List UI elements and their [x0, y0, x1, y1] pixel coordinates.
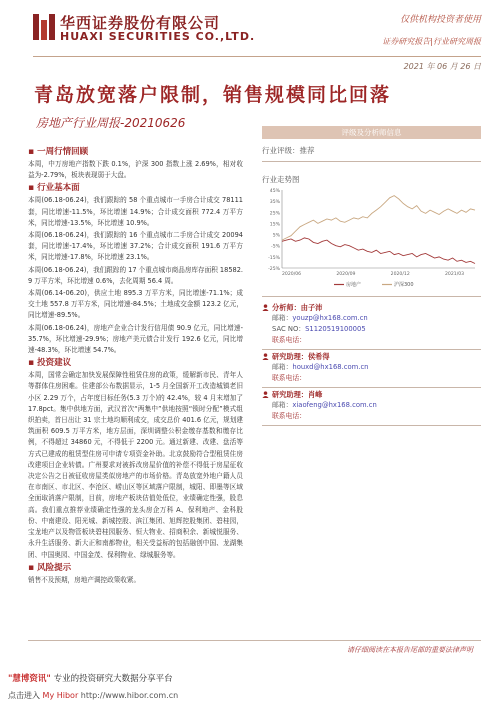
section-paragraph: 本周(06.14-06.20)，供应土地 895.3 万平方米，同比增速-71.1%；成交土地 557.8 万平方米，同比增速-84.5%；土地成交金额 123.2 亿元，同比增速-89.5%。 — [28, 289, 243, 320]
company-name-cn: 华西证券股份有限公司 — [60, 14, 221, 32]
analyst-email: 邮箱：xiaofeng@hx168.com.cn — [272, 401, 377, 409]
y-tick-label: 45% — [269, 189, 280, 194]
section-fundamentals — [28, 182, 243, 356]
analyst-name: 肖峰 — [307, 390, 323, 399]
industry-rating — [262, 145, 315, 156]
section-heading: ▪ 风险提示 — [28, 562, 243, 574]
section-heading: ▪ 一周行情回顾 — [28, 146, 243, 158]
analyst-divider — [262, 387, 481, 388]
analyst-block — [262, 303, 481, 350]
x-tick-label: 2020/12 — [390, 272, 410, 277]
analyst-sac: SAC NO：S1120519100005 — [272, 325, 366, 333]
rating-value: 推荐 — [299, 146, 315, 155]
analyst-role: 分析师： — [272, 303, 301, 312]
report-body — [28, 146, 243, 587]
section-weekly-review — [28, 146, 243, 181]
section-heading: ▪ 投资建议 — [28, 357, 243, 369]
section-paragraph: 本周，中万房地产指数下跌 0.1%，沪深 300 指数上涨 2.69%，相对收益为-2.79%，板块表现弱于大盘。 — [28, 160, 243, 180]
section-paragraph: 本周，国常会确定加快发展保障性租赁住房的政策，缓解新市民、青年人等群体住房困难。住建部公布数据显示，1-5 月全国新开工改造城镇老旧小区 2.29 万个，占年度目标任务(5.3 万个)的 42.4%，较 4 月末增加了 17.8pct。集中供地方面，武汉首次“两集中”供地按照“锁时分配”模式组织拍卖，首日出让 31 宗土地均顺利成交，成交总价 401.6 亿元，规划建筑面积 609.5 万平方米，地方层面，深圳调整公积金缴存基数和缴存比例，不得超过 34860 元，不得低于 2200 元。通过新建、改建、盘活等方式已建成的租赁型住房可申请专项资金补助。北京鼓励符合型租赁住房改建项目企业转债。广州要求对被拆改房屋价值的补偿不得低于房屋征收决定公告之日被征收房屋类似房地产的市场价格。青岛放宽外地户籍人员在市南区、市北区、李沧区、崂山区等区域落户限制，城阳、即墨等区域全面取消落户限制，目前，房地产板块估值处低位，业绩确定性强，股息高。我们重点推荐业绩确定性强的龙头房企万科 A、保利地产、金科股份、中南建设、阳光城、新城控股、滨江集团、旭辉控股集团、碧桂园，宝龙地产以及物管板块碧桂园服务、恒大物业、招商积余、新城悦服务、永升生活服务、新大正和南都物业，相关受益标的包括融创中国、龙湖集团、中国奥园、中国金茂、保利物业、绿城服务等。 — [28, 371, 243, 559]
analyst-email: 邮箱：youzp@hx168.com.cn — [272, 314, 368, 322]
platform-url[interactable]: http://www.hibor.com.cn — [80, 691, 179, 700]
x-tick-label: 2020/09 — [336, 272, 356, 277]
analyst-role: 研究助理： — [272, 352, 308, 361]
y-tick-label: 5% — [272, 233, 280, 239]
legal-notice: 请仔细阅读在本报告尾部的重要法律声明 — [347, 646, 473, 654]
company-name-en: HUAXI SECURITIES CO.,LTD. — [60, 30, 256, 43]
section-risk — [28, 562, 243, 586]
analyst-divider — [262, 349, 481, 350]
legend-label: 房地产 — [346, 282, 362, 288]
trend-chart-title: 行业走势图 — [262, 175, 300, 184]
y-tick-label: 35% — [269, 200, 280, 206]
analyst-block — [262, 352, 481, 388]
section-investment-advice — [28, 357, 243, 560]
section-heading: ▪ 行业基本面 — [28, 182, 243, 194]
huaxi-logo-icon — [33, 14, 55, 40]
analyst-email: 邮箱：houxd@hx168.com.cn — [272, 363, 369, 371]
section-paragraph: 本周(06.18-06.24)，我们跟踪的 58 个重点城市一手房合计成交 78111 套，同比增速-11.5%，环比增速 14.9%；合计成交面积 772.4 万平方米，同比增速-13.5%，环比增速 10.9%。 — [28, 196, 243, 227]
y-tick-label: -25% — [268, 267, 280, 272]
x-tick-label: 2021/03 — [445, 272, 465, 277]
analyst-role: 研究助理： — [272, 390, 308, 399]
platform-link[interactable]: 点击进入 My Hibor http://www.hibor.com.cn — [8, 691, 179, 700]
email-link[interactable]: youzp@hx168.com.cn — [292, 314, 368, 322]
y-tick-label: -5% — [271, 244, 280, 250]
rating-header-label: 评级及分析师信息 — [341, 128, 402, 137]
report-subtitle: 房地产行业周报-20210626 — [36, 116, 186, 130]
analyst-name: 侯希得 — [307, 352, 330, 361]
disclaimer-text: 仅供机构投资者使用 — [399, 15, 481, 25]
person-icon — [262, 353, 269, 360]
header-divider — [33, 56, 481, 57]
series-line-0 — [282, 238, 475, 264]
rating-divider — [262, 161, 481, 162]
email-link[interactable]: xiaofeng@hx168.com.cn — [292, 401, 377, 409]
analyst-phone: 联系电话： — [272, 336, 306, 344]
person-icon — [262, 304, 269, 311]
chart-divider — [262, 296, 481, 297]
analyst-phone: 联系电话： — [272, 374, 306, 382]
footer-divider — [28, 640, 481, 641]
section-paragraph: 本周(06.18-06.24)，我们跟踪的 17 个重点城市商品房库存面积 18582.9 万平方米，环比增速 0.6%，去化周期 56.4 周。 — [28, 265, 243, 285]
report-title: 青岛放宽落户限制，销售规模同比回落 — [34, 84, 392, 106]
analyst-divider — [262, 425, 481, 426]
rating-label: 行业评级： — [262, 146, 300, 155]
person-icon — [262, 391, 269, 398]
industry-trend-chart — [262, 182, 481, 294]
platform-brand: "慧博资讯" — [8, 674, 51, 684]
y-tick-label: 15% — [269, 222, 280, 228]
series-line-1 — [282, 196, 475, 241]
x-tick-label: 2020/06 — [282, 272, 302, 277]
hibor-logo: My Hibor — [42, 691, 79, 700]
analyst-phone: 联系电话： — [272, 412, 306, 420]
legend-label: 沪深300 — [394, 282, 414, 288]
y-tick-label: 25% — [269, 211, 280, 217]
y-tick-label: -15% — [268, 255, 280, 261]
analyst-name: 由子沛 — [300, 303, 323, 312]
report-date: 2021 年 06 月 26 日 — [403, 62, 481, 71]
report-type: 证券研究报告|行业研究周报 — [382, 37, 481, 46]
email-link[interactable]: houxd@hx168.com.cn — [292, 363, 369, 371]
section-paragraph: 本周(06.18-06.24)，我们跟踪的 16 个重点城市二手房合计成交 20094 套，同比增速-17.4%，环比增速 37.2%；合计成交面积 191.6 万平方米，同比增速-17.8%，环比增速 23.1%。 — [28, 231, 243, 262]
analyst-block — [262, 390, 481, 426]
section-paragraph: 本周(06.18-06.24)，房地产企业合计发行信用债 90.9 亿元，同比增速-35.7%，环比增速-29.9%；房地产美元债合计发行 192.6 亿元，同比增速-48.3%，环比增速 54.7%。 — [28, 323, 243, 355]
platform-tagline: "慧博资讯" 专业的投资研究大数据分享平台 — [8, 674, 173, 684]
section-paragraph: 销售不及预期，房地产调控政策收紧。 — [28, 575, 141, 584]
